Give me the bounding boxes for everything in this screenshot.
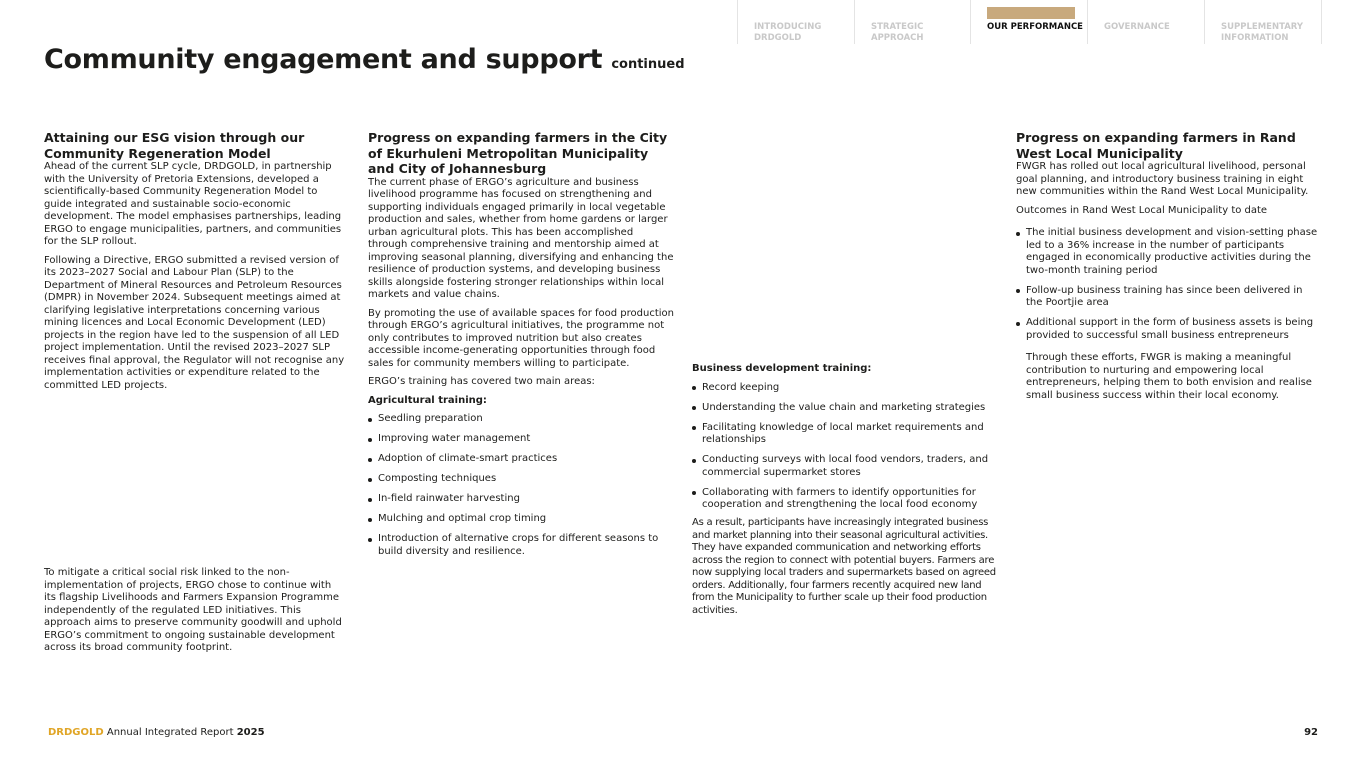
footer-report-name: Annual Integrated Report bbox=[106, 727, 234, 738]
subheading-business-development-training: Business development training: bbox=[692, 363, 872, 374]
nav-tab-introducing-drdgold[interactable]: INTRODUCING DRDGOLD bbox=[737, 0, 854, 44]
nav-divider bbox=[1321, 0, 1322, 44]
column-rand-west bbox=[1016, 130, 1322, 408]
list-item: Facilitating knowledge of local market requirements and relationships bbox=[692, 422, 996, 447]
list-item: Seedling preparation bbox=[368, 413, 674, 426]
column-business-development bbox=[692, 363, 996, 623]
subheading-agricultural-training: Agricultural training: bbox=[368, 394, 487, 406]
list-item: Collaborating with farmers to identify opportunities for cooperation and strengthening the local food economy bbox=[692, 487, 996, 512]
page-title-text: Community engagement and support bbox=[44, 44, 603, 75]
paragraph: ERGO’s training has covered two main areas: bbox=[368, 376, 595, 388]
section-nav bbox=[737, 0, 1322, 46]
section-heading: Progress on expanding farmers in the City of Ekurhuleni Metropolitan Municipality and City of Johannesburg bbox=[368, 130, 668, 177]
list-item: Record keeping bbox=[692, 382, 996, 395]
list-item: Introduction of alternative crops for different seasons to build diversity and resilience. bbox=[368, 533, 674, 558]
paragraph: Following a Directive, ERGO submitted a revised version of its 2023–2027 Social and Labour Plan (SLP) to the Department of Mineral Resources and Petroleum Resources (DMPR) in November 2024. Subsequent meetings aimed at clarifying legislative interpretations concerning various mining licences and Local Economic Development (LED) projects in the region have led to the suspension of all LED project implementation. Until the revised 2023–2027 SLP receives final approval, the Regulator will not recognise any implementation activities or expenditure related to the committed LED projects. bbox=[44, 254, 345, 391]
list-item: Improving water management bbox=[368, 433, 674, 446]
nav-tab-our-performance[interactable]: OUR PERFORMANCE bbox=[970, 0, 1087, 44]
paragraph: Through these efforts, FWGR is making a meaningful contribution to nurturing and empowering local entrepreneurs, helping them to both envision and realise small business success within their local economy. bbox=[1026, 352, 1312, 401]
list-item: Additional support in the form of business assets is being provided to successful small business entrepreneurs bbox=[1016, 317, 1322, 342]
nav-tab-strategic-approach[interactable]: STRATEGIC APPROACH bbox=[854, 0, 971, 44]
paragraph: FWGR has rolled out local agricultural livelihood, personal goal planning, and introductory business training in eight new communities within the Rand West Local Municipality. bbox=[1016, 161, 1309, 198]
list-item: Mulching and optimal crop timing bbox=[368, 513, 674, 526]
nav-tab-governance[interactable]: GOVERNANCE bbox=[1087, 0, 1204, 44]
list-item: Adoption of climate-smart practices bbox=[368, 453, 674, 466]
list-item: Conducting surveys with local food vendors, traders, and commercial supermarket stores bbox=[692, 454, 996, 479]
list-item: The initial business development and vision-setting phase led to a 36% increase in the number of participants engaged in economically productive activities during the two-month training period bbox=[1016, 227, 1322, 277]
list-item: Composting techniques bbox=[368, 473, 674, 486]
footer-report-year: 2025 bbox=[236, 727, 265, 738]
list-item: In-field rainwater harvesting bbox=[368, 493, 674, 506]
business-training-list bbox=[692, 382, 996, 512]
list-item: Understanding the value chain and marketing strategies bbox=[692, 402, 996, 415]
footer-brand-name: DRDGOLD bbox=[48, 727, 104, 738]
page-title bbox=[44, 44, 685, 75]
paragraph: Outcomes in Rand West Local Municipality to date bbox=[1016, 204, 1268, 216]
page-title-suffix: continued bbox=[611, 57, 685, 72]
list-item: Follow-up business training has since been delivered in the Poortjie area bbox=[1016, 285, 1322, 310]
column-esg-vision bbox=[44, 130, 348, 398]
paragraph: Ahead of the current SLP cycle, DRDGOLD, in partnership with the University of Pretoria Extensions, developed a scientifically-based Community Regeneration Model to guide integrated and sustainable socio-economic development. The model emphasises partnerships, leading ERGO to engage municipalities, partners, and communities for the SLP rollout. bbox=[44, 161, 342, 248]
nav-tab-supplementary-information[interactable]: SUPPLEMENTARY INFORMATION bbox=[1204, 0, 1321, 44]
column-esg-vision-continued bbox=[44, 567, 346, 661]
rand-west-outcomes-list bbox=[1016, 227, 1322, 342]
paragraph: The current phase of ERGO’s agriculture and business livelihood programme has focused on strengthening and supporting individuals engaged primarily in local vegetable production and sales, whether from home gardens or larger urban agricultural plots. This has been accomplished through comprehensive training and mentorship aimed at improving seasonal planning, diversifying and enhancing the resilience of production systems, and developing business skills alongside fostering stronger relationships within local markets and value chains. bbox=[368, 176, 674, 301]
footer-report-title bbox=[48, 727, 265, 738]
agricultural-training-list bbox=[368, 413, 674, 558]
paragraph: As a result, participants have increasingly integrated business and market planning into their seasonal agricultural activities. They have expanded communication and networking efforts across the region to connect with potential buyers. Farmers are now supplying local traders and supermarkets based on agreed orders. Additionally, four farmers recently acquired new land from the Municipality to further scale up their food production activities. bbox=[692, 517, 996, 616]
section-heading: Progress on expanding farmers in Rand West Local Municipality bbox=[1016, 130, 1296, 161]
column-ekurhuleni-johannesburg bbox=[368, 130, 674, 566]
paragraph: To mitigate a critical social risk linked to the non-implementation of projects, ERGO chose to continue with its flagship Livelihoods and Farmers Expansion Programme independently of the regulated LED initiatives. This approach aims to preserve community goodwill and uphold ERGO’s commitment to ongoing sustainable development across its broad community footprint. bbox=[44, 567, 342, 653]
section-heading: Attaining our ESG vision through our Community Regeneration Model bbox=[44, 130, 305, 161]
page-number: 92 bbox=[1304, 727, 1318, 738]
paragraph: By promoting the use of available spaces for food production through ERGO’s agricultural initiatives, the programme not only contributes to improved nutrition but also creates accessible income-generating opportunities through food sales for community members willing to participate. bbox=[368, 307, 674, 369]
